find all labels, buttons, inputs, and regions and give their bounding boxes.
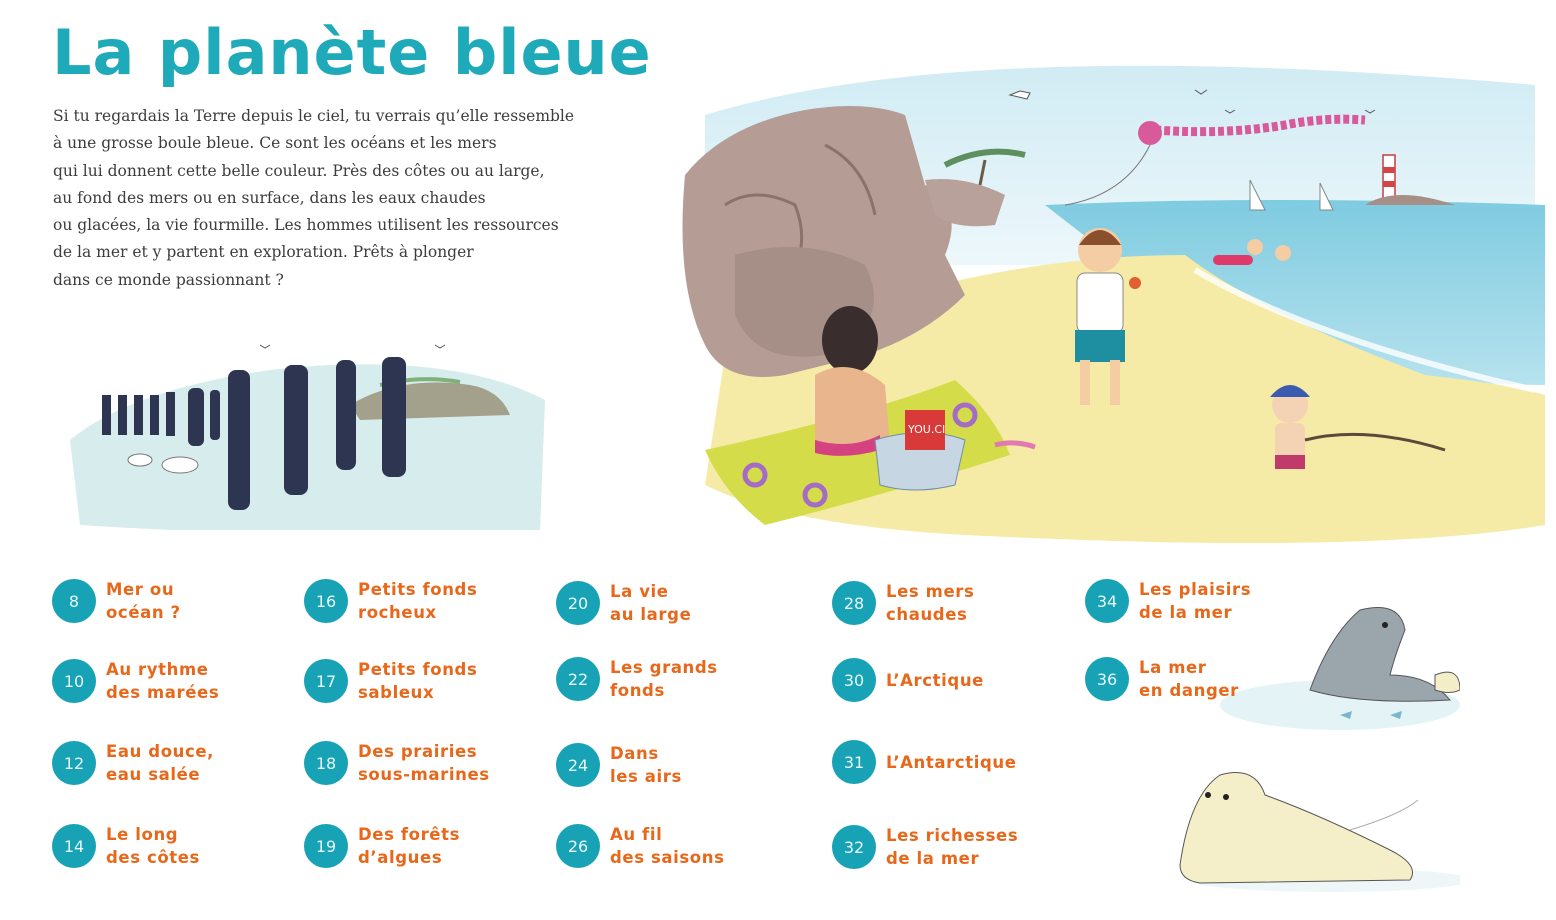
toc-label: Petits fonds rocheux bbox=[358, 580, 478, 622]
seagull-icon bbox=[162, 457, 198, 473]
toc-item[interactable] bbox=[1085, 578, 1251, 624]
page-number-badge: 17 bbox=[304, 659, 348, 703]
toc-item[interactable] bbox=[832, 580, 974, 626]
page-number-badge: 18 bbox=[304, 741, 348, 785]
toc-label: Les richesses de la mer bbox=[886, 826, 1019, 868]
page-number-badge: 36 bbox=[1085, 657, 1129, 701]
toc-label: Le long des côtes bbox=[106, 825, 200, 867]
toc-item[interactable] bbox=[304, 823, 460, 869]
white-seal bbox=[1180, 773, 1413, 884]
toc-label: La mer en danger bbox=[1139, 658, 1239, 700]
page-number-badge: 34 bbox=[1085, 579, 1129, 623]
intro-line: au fond des mers ou en surface, dans les eaux chaudes bbox=[53, 188, 486, 207]
seal-pup bbox=[1435, 672, 1460, 692]
toc-label: Les plaisirs de la mer bbox=[1139, 580, 1252, 622]
toc-label: Les grands fonds bbox=[610, 658, 718, 700]
intro-line: Si tu regardais la Terre depuis le ciel, tu verrais qu’elle ressemble bbox=[53, 107, 575, 125]
page-number-badge: 24 bbox=[556, 743, 600, 787]
page-number-badge: 30 bbox=[832, 658, 876, 702]
toc-item[interactable] bbox=[52, 740, 214, 786]
page-number-badge: 16 bbox=[304, 579, 348, 623]
intro-line: à une grosse boule bleue. Ce sont les océans et les mers bbox=[53, 134, 497, 153]
intro-line: ou glacées, la vie fourmille. Les hommes utilisent les ressources bbox=[53, 216, 559, 235]
toc-label: L’Antarctique bbox=[886, 752, 1017, 772]
toc-item[interactable] bbox=[1085, 656, 1239, 702]
magazine-text: YOU.CI bbox=[908, 423, 946, 436]
page-number-badge: 28 bbox=[832, 581, 876, 625]
seals-illustration bbox=[1160, 595, 1460, 895]
mussel-poles-illustration bbox=[70, 330, 550, 530]
page-number-badge: 32 bbox=[832, 825, 876, 869]
toc-item[interactable] bbox=[304, 740, 490, 786]
page-number-badge: 22 bbox=[556, 657, 600, 701]
toc-label: Eau douce, eau salée bbox=[106, 742, 215, 784]
seagull-icon bbox=[128, 454, 152, 466]
toc-item[interactable] bbox=[832, 824, 1018, 870]
page-number-badge: 20 bbox=[556, 581, 600, 625]
toc-item[interactable] bbox=[832, 658, 984, 702]
toc-label: Au fil des saisons bbox=[610, 825, 725, 867]
toc-label: La vie au large bbox=[610, 582, 692, 624]
toc-item[interactable] bbox=[556, 656, 718, 702]
beach-illustration bbox=[665, 55, 1545, 550]
toc-item[interactable] bbox=[556, 742, 682, 788]
toc-label: Des prairies sous-marines bbox=[358, 742, 490, 784]
intro-line: de la mer et y partent en exploration. Prêts à plonger bbox=[53, 243, 474, 262]
toc-label: L’Arctique bbox=[886, 670, 984, 690]
toc-label: Des forêts d’algues bbox=[358, 825, 461, 867]
page-number-badge: 10 bbox=[52, 659, 96, 703]
intro-line: qui lui donnent cette belle couleur. Près des côtes ou au large, bbox=[53, 161, 545, 180]
toc-label: Petits fonds sableux bbox=[358, 660, 478, 702]
page-number-badge: 14 bbox=[52, 824, 96, 868]
toc-label: Les mers chaudes bbox=[886, 582, 975, 624]
page-number-badge: 31 bbox=[832, 740, 876, 784]
toc-label: Dans les airs bbox=[610, 744, 682, 786]
adult-seal bbox=[1310, 608, 1450, 702]
page-number-badge: 19 bbox=[304, 824, 348, 868]
toc-item[interactable] bbox=[556, 823, 725, 869]
toc-label: Au rythme des marées bbox=[106, 660, 220, 702]
toc-item[interactable] bbox=[304, 578, 477, 624]
toc-item[interactable] bbox=[52, 578, 181, 624]
toc-label: Mer ou océan ? bbox=[106, 580, 181, 622]
page-number-badge: 8 bbox=[52, 579, 96, 623]
intro-paragraph bbox=[53, 103, 573, 294]
toc-item[interactable] bbox=[832, 740, 1017, 784]
toc-item[interactable] bbox=[556, 580, 691, 626]
page-number-badge: 12 bbox=[52, 741, 96, 785]
toc-item[interactable] bbox=[52, 658, 219, 704]
toc-item[interactable] bbox=[304, 658, 477, 704]
page-title: La planète bleue bbox=[52, 16, 652, 89]
toc-item[interactable] bbox=[52, 823, 200, 869]
page-number-badge: 26 bbox=[556, 824, 600, 868]
intro-line: dans ce monde passionnant ? bbox=[53, 270, 284, 289]
